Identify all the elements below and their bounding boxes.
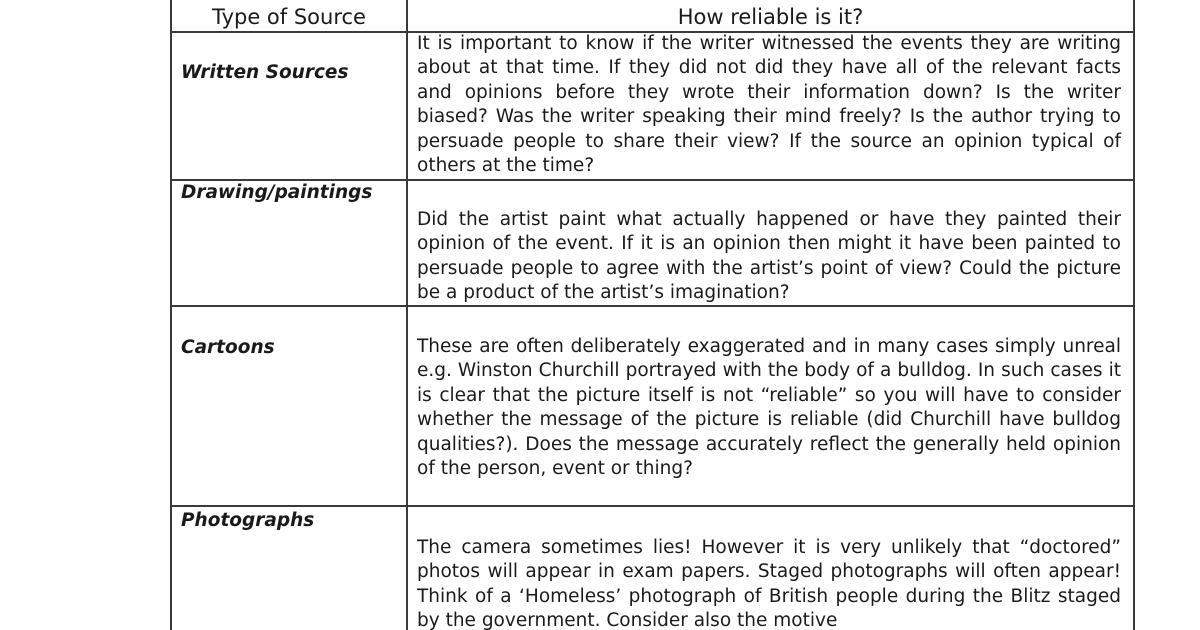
- table-left-border: [170, 0, 172, 630]
- column-header-reliability: How reliable is it?: [677, 5, 864, 29]
- row-type-drawing-paintings: Drawing/paintings: [181, 182, 373, 203]
- row-divider: [170, 505, 1134, 507]
- row-description-drawing-paintings: Did the artist paint what actually happened or have they painted their opinion of the event. If it is an opinion then might it have been painted to persuade people to agree with the artist’s point of view? Could the picture be a product of the artist’s imagination?: [417, 209, 1121, 304]
- row-type-cartoons: Cartoons: [181, 337, 275, 358]
- row-description-written-sources: It is important to know if the writer witnessed the events they are writing about at that time. If they did not did they have all of the relevant facts and opinions before they wrote their information down? Is the writer biased? Was the writer speaking their mind freely? Is the author trying to persuade people to share their view? If the source an opinion typical of others at the time?: [417, 33, 1121, 177]
- row-description-photographs: The camera sometimes lies! However it is very unlikely that “doctored” photos will appear in exam papers. Staged photographs will often appear! Think of a ‘Homeless’ photograph of British people during the Blitz staged by the government. Consider also the motive: [417, 537, 1121, 630]
- row-type-written-sources: Written Sources: [181, 62, 349, 83]
- column-header-type: Type of Source: [212, 5, 366, 29]
- row-type-photographs: Photographs: [181, 510, 315, 531]
- table-column-divider: [406, 0, 408, 630]
- row-description-cartoons: These are often deliberately exaggerated and in many cases simply unreal e.g. Winston Churchill portrayed with the body of a bulldog. In such cases it is clear that the picture itself is not “reliable” so you will have to consider whether the message of the picture is reliable (did Churchill have bulldog qualities?). Does the message accurately reflect the generally held opinion of the person, event or thing?: [417, 336, 1121, 480]
- table-right-border: [1133, 0, 1135, 630]
